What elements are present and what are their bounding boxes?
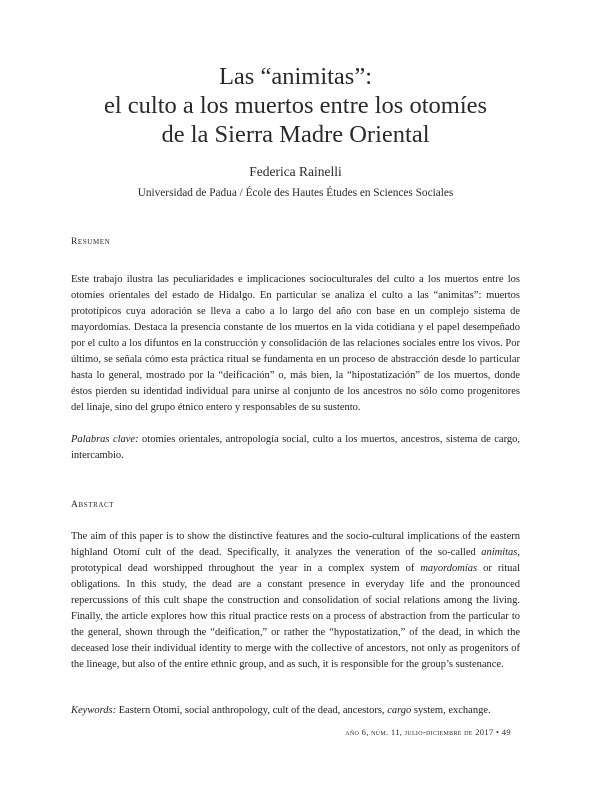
abstract-body-part-1: The aim of this paper is to show the distinctive features and the socio-cultural implications of the eastern highland Otomí cult of the dead. Specifically, it analyzes the veneration of the so-called: [71, 531, 520, 558]
abstract-keywords-part-1: Eastern Otomí, social anthropology, cult of the dead, ancestors,: [116, 705, 388, 716]
resumen-keywords-label: Palabras clave:: [71, 434, 139, 445]
abstract-keywords-part-2: system, exchange.: [411, 705, 491, 716]
abstract-keywords-label: Keywords:: [71, 705, 117, 716]
abstract-italic-mayordomias: mayordomías: [420, 563, 478, 574]
page-footer: año 6, núm. 11, julio-diciembre de 2017 • 49: [345, 727, 511, 737]
author-name: Federica Rainelli: [249, 164, 342, 179]
resumen-keywords-text: otomíes orientales, antropología social, culto a los muertos, ancestros, sistema de cargo, intercambio.: [71, 434, 520, 461]
abstract-heading: Abstract: [71, 500, 115, 510]
article-title: [0, 62, 591, 149]
abstract-italic-animitas: animitas: [481, 547, 518, 558]
title-line-2: el culto a los muertos entre los otomíes: [103, 92, 488, 119]
abstract-body: [71, 529, 520, 673]
abstract-body-part-2: , prototypical dead worshipped throughout the year in a complex system of: [71, 547, 520, 574]
abstract-keywords: [71, 703, 520, 719]
resumen-body: Este trabajo ilustra las peculiaridades e implicaciones socioculturales del culto a los muertos entre los otomíes orientales del estado de Hidalgo. En particular se analiza el culto a las “animitas”: muertos prototípicos cuya adoración se lleva a cabo a lo largo del año con base en un complejo sistema de mayordomías. Destaca la presencia constante de los muertos en la vida cotidiana y el papel desempeñado por el culto a los difuntos en la construcción y consolidación de las relaciones sociales entre los vivos. Por último, se señala cómo esta práctica ritual se fundamenta en un proceso de abstracción desde lo particular hasta lo general, mostrado por la “deificación” o, más bien, la “hipostatización” de los muertos, donde éstos pierden su identidad individual para unirse al conjunto de los ancestros no sólo como progenitores del linaje, sino del grupo étnico entero y responsables de su sustento.: [71, 274, 520, 413]
resumen-heading: Resumen: [71, 237, 111, 247]
abstract-keywords-italic: cargo: [387, 705, 412, 716]
title-line-1: Las “animitas”:: [218, 63, 373, 90]
abstract-body-part-3: or ritual obligations. In this study, the dead are a constant presence in everyday life and the pronounced repercussions of this cult shape the construction and consolidation of social relations among the living. Finally, the article explores how this ritual practice rests on a process of abstraction from the particular to the general, shown through the “deification,” or rather the “hypostatization,” of the dead, in which the deceased lose their individual identity to merge with the collective of ancestors, not only as progenitors of the lineage, but also of the entire ethnic group, and as such, it is responsible for the group’s sustenance.: [71, 563, 520, 670]
title-line-3: de la Sierra Madre Oriental: [161, 121, 430, 148]
author-affiliation: Universidad de Padua / École des Hautes Études en Sciences Sociales: [137, 187, 454, 199]
resumen-keywords: [71, 432, 520, 464]
